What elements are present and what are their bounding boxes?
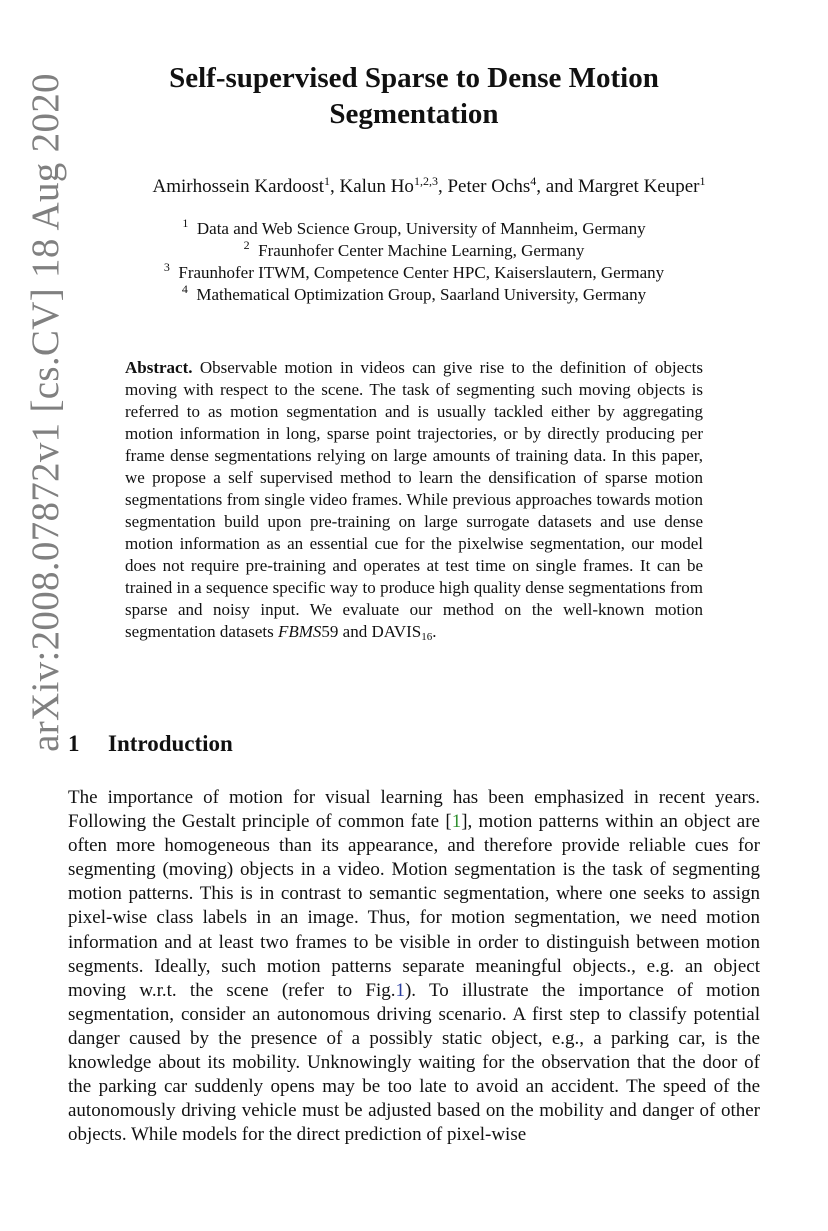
abstract <box>125 357 703 643</box>
section-number: 1 <box>68 731 80 756</box>
dataset-name: FBMS <box>277 622 322 641</box>
section-title: Introduction <box>108 731 233 756</box>
author-separator: , <box>437 176 448 197</box>
author-separator: , <box>330 176 340 197</box>
abstract-conjunction: and <box>342 622 368 641</box>
body-text: The importance of motion for visual learning has been emphasized in recent years. Following the Gestalt principle of common fate [ <box>68 787 760 833</box>
affiliation <box>90 218 738 240</box>
affiliation <box>90 262 738 284</box>
affiliation <box>90 240 738 262</box>
affiliation <box>90 284 738 306</box>
dataset-name: DAVIS <box>371 622 422 641</box>
author-name: Amirhossein Kardoost <box>152 176 325 197</box>
abstract-end: . <box>432 622 437 641</box>
abstract-label: Abstract. <box>125 358 193 377</box>
author-name: Peter Ochs <box>447 176 531 197</box>
author-list <box>70 174 788 200</box>
affiliation-text: Mathematical Optimization Group, Saarland University, Germany <box>196 285 647 304</box>
citation-link[interactable]: 1 <box>451 811 462 833</box>
affiliation-list <box>90 218 738 306</box>
abstract-text: Observable motion in videos can give rise to the definition of objects moving with respect to the scene. The task of segmenting such moving objects is referred to as motion segmentation and is usually tackled either by aggregating motion information in long, sparse point trajectories, or by directly producing per frame dense segmentations relying on large amounts of training data. In this paper, we propose a self supervised method to learn the densification of sparse motion segmentations from single video frames. While previous approaches towards motion segmentation build upon pre-training on large surrogate datasets and use dense motion information as an essential cue for the pixelwise segmentation, our model does not require pre-training and operates at test time on single frames. It can be trained in a sequence specific way to produce high quality dense segmentations from sparse and noisy input. We evaluate our method on the well-known motion segmentation datasets <box>125 358 704 641</box>
affiliation-text: Data and Web Science Group, University of Mannheim, Germany <box>196 219 646 238</box>
affiliation-mark: 4 <box>181 282 188 296</box>
dataset-number: 59 <box>321 622 339 641</box>
affiliation-mark: 3 <box>163 260 170 274</box>
author-affiliation-mark: 1 <box>699 174 706 188</box>
introduction-paragraph <box>68 786 760 1147</box>
body-text: ). To illustrate the importance of motion segmentation, consider an autonomous driving scenario. A first step to classify potential danger caused by the presence of a possibly static object, e.g., a parking car, is the knowledge about its mobility. Unknowingly waiting for the observation that the door of the parking car suddenly opens may be too late to avoid an accident. The speed of the autonomously driving vehicle must be adjusted based on the mobility and danger of other objects. While models for the direct prediction of pixel-wise <box>68 979 760 1146</box>
author-affiliation-mark: 4 <box>530 174 537 188</box>
arxiv-identifier-text: arXiv:2008.07872v1 [cs.CV] 18 Aug 2020 <box>23 73 67 752</box>
author-name: Margret Keuper <box>577 176 700 197</box>
body-text: ], motion patterns within an object are often more homogeneous than its appearance, and therefore provide reliable cues for segmenting (moving) objects in a video. Motion segmentation is the task of segmenting motion patterns. This is in contrast to semantic segmentation, where one seeks to assign pixel-wise class labels in an image. Thus, for motion segmentation, we need motion information and at least two frames to be visible in order to distinguish between motion segments. Ideally, such motion patterns separate meaningful objects., e.g. an object moving w.r.t. the scene (refer to Fig. <box>68 811 760 1001</box>
figure-reference-link[interactable]: 1 <box>395 979 405 1001</box>
affiliation-mark: 2 <box>243 238 250 252</box>
author-affiliation-mark: 1 <box>324 174 331 188</box>
paper-title: Self-supervised Sparse to Dense Motion Segmentation <box>169 62 659 130</box>
section-heading <box>68 729 758 759</box>
affiliation-mark: 1 <box>182 216 189 230</box>
author-affiliation-mark: 1,2,3 <box>413 174 438 188</box>
arxiv-identifier <box>10 55 80 770</box>
author-separator: , and <box>536 176 578 197</box>
affiliation-text: Fraunhofer Center Machine Learning, Germany <box>258 241 585 260</box>
affiliation-text: Fraunhofer ITWM, Competence Center HPC, Kaiserslautern, Germany <box>178 263 665 282</box>
dataset-subscript: 16 <box>421 631 433 643</box>
author-name: Kalun Ho <box>339 176 414 197</box>
